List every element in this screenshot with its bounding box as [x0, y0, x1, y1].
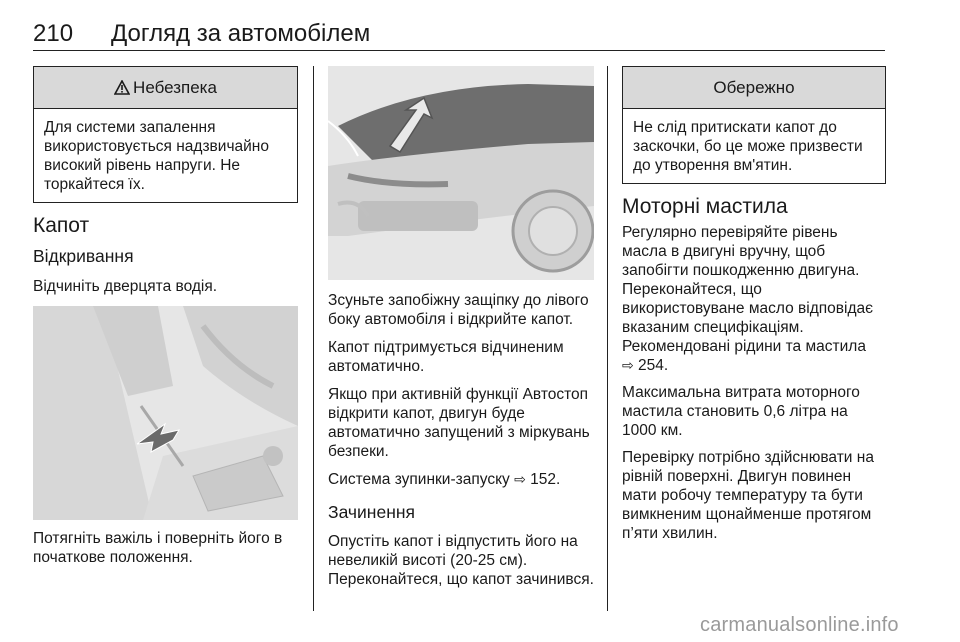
autostop-note: Якщо при активній функції Автостоп відкрити капот, двигун буде автоматично запущений з міркувань безпеки.: [328, 386, 590, 460]
column-3: [622, 66, 886, 543]
subsection-title-closing: Зачинення: [328, 502, 416, 522]
closing-text: Опустіть капот і відпустить його на невеликій висоті (20-25 см). Переконайтеся, що капот зачинився.: [328, 533, 594, 588]
stop-start-ref: Система зупинки-запуску ⇨ 152.: [328, 471, 561, 488]
danger-box: [33, 66, 298, 203]
column-2: [328, 66, 594, 589]
danger-box-text: Для системи запалення використовується надзвичайно високий рівень напруги. Не торкайтеся їх.: [44, 119, 269, 193]
subsection-title-opening: Відкривання: [33, 246, 134, 266]
oil-check-regularly: Регулярно перевіряйте рівень масла в двигуні вручну, щоб запобігти пошкодженню двигуна.: [622, 224, 860, 279]
caution-box-text: Не слід притискати капот до заскочки, бо це може призвести до утворення вм'ятин.: [633, 119, 863, 174]
danger-box-header: [34, 67, 297, 109]
page-ref-arrow-icon: ⇨: [622, 357, 634, 373]
page-header: [33, 18, 885, 51]
column-divider: [607, 66, 608, 611]
caution-box-header: Обережно: [623, 67, 885, 109]
oil-check-conditions: Перевірку потрібно здійснювати на рівній поверхні. Двигун повинен мати робочу температуру та бути вимкненим щонайменше протягом п’яти хвилин.: [622, 449, 874, 542]
column-1: [33, 66, 298, 567]
column-divider: [313, 66, 314, 611]
warning-triangle-icon: [114, 80, 130, 95]
section-title-bonnet: Капот: [33, 214, 90, 237]
section-title-engine-oil: Моторні мастила: [622, 195, 788, 218]
footwell-lever-illustration: [33, 306, 298, 520]
bonnet-latch-illustration: [328, 66, 594, 280]
watermark: carmanualsonline.info: [700, 614, 899, 636]
oil-consumption: Максимальна витрата моторного мастила становить 0,6 літра на 1000 км.: [622, 384, 860, 439]
bonnet-held-open: Капот підтримується відчиненим автоматично.: [328, 339, 564, 375]
car-front-drawing: [328, 66, 594, 280]
step-slide-latch: Зсуньте запобіжну защіпку до лівого боку автомобіля і відкрийте капот.: [328, 292, 589, 328]
footwell-lever-drawing: [33, 306, 298, 520]
page-number: 210: [33, 20, 74, 47]
page-title: Догляд за автомобілем: [111, 20, 371, 47]
step-open-door: Відчиніть дверцята водія.: [33, 278, 218, 295]
step-pull-lever: Потягніть важіль і поверніть його в початкове положення.: [33, 530, 283, 566]
danger-box-title: Небезпека: [133, 77, 217, 97]
oil-spec-note: Переконайтеся, що використовуване масло відповідає вказаним специфікаціям.: [622, 281, 874, 336]
oil-recommended-ref: Рекомендовані рідини та мастила ⇨ 254.: [622, 338, 866, 374]
page-ref-arrow-icon: ⇨: [514, 471, 526, 487]
caution-box: [622, 66, 886, 184]
